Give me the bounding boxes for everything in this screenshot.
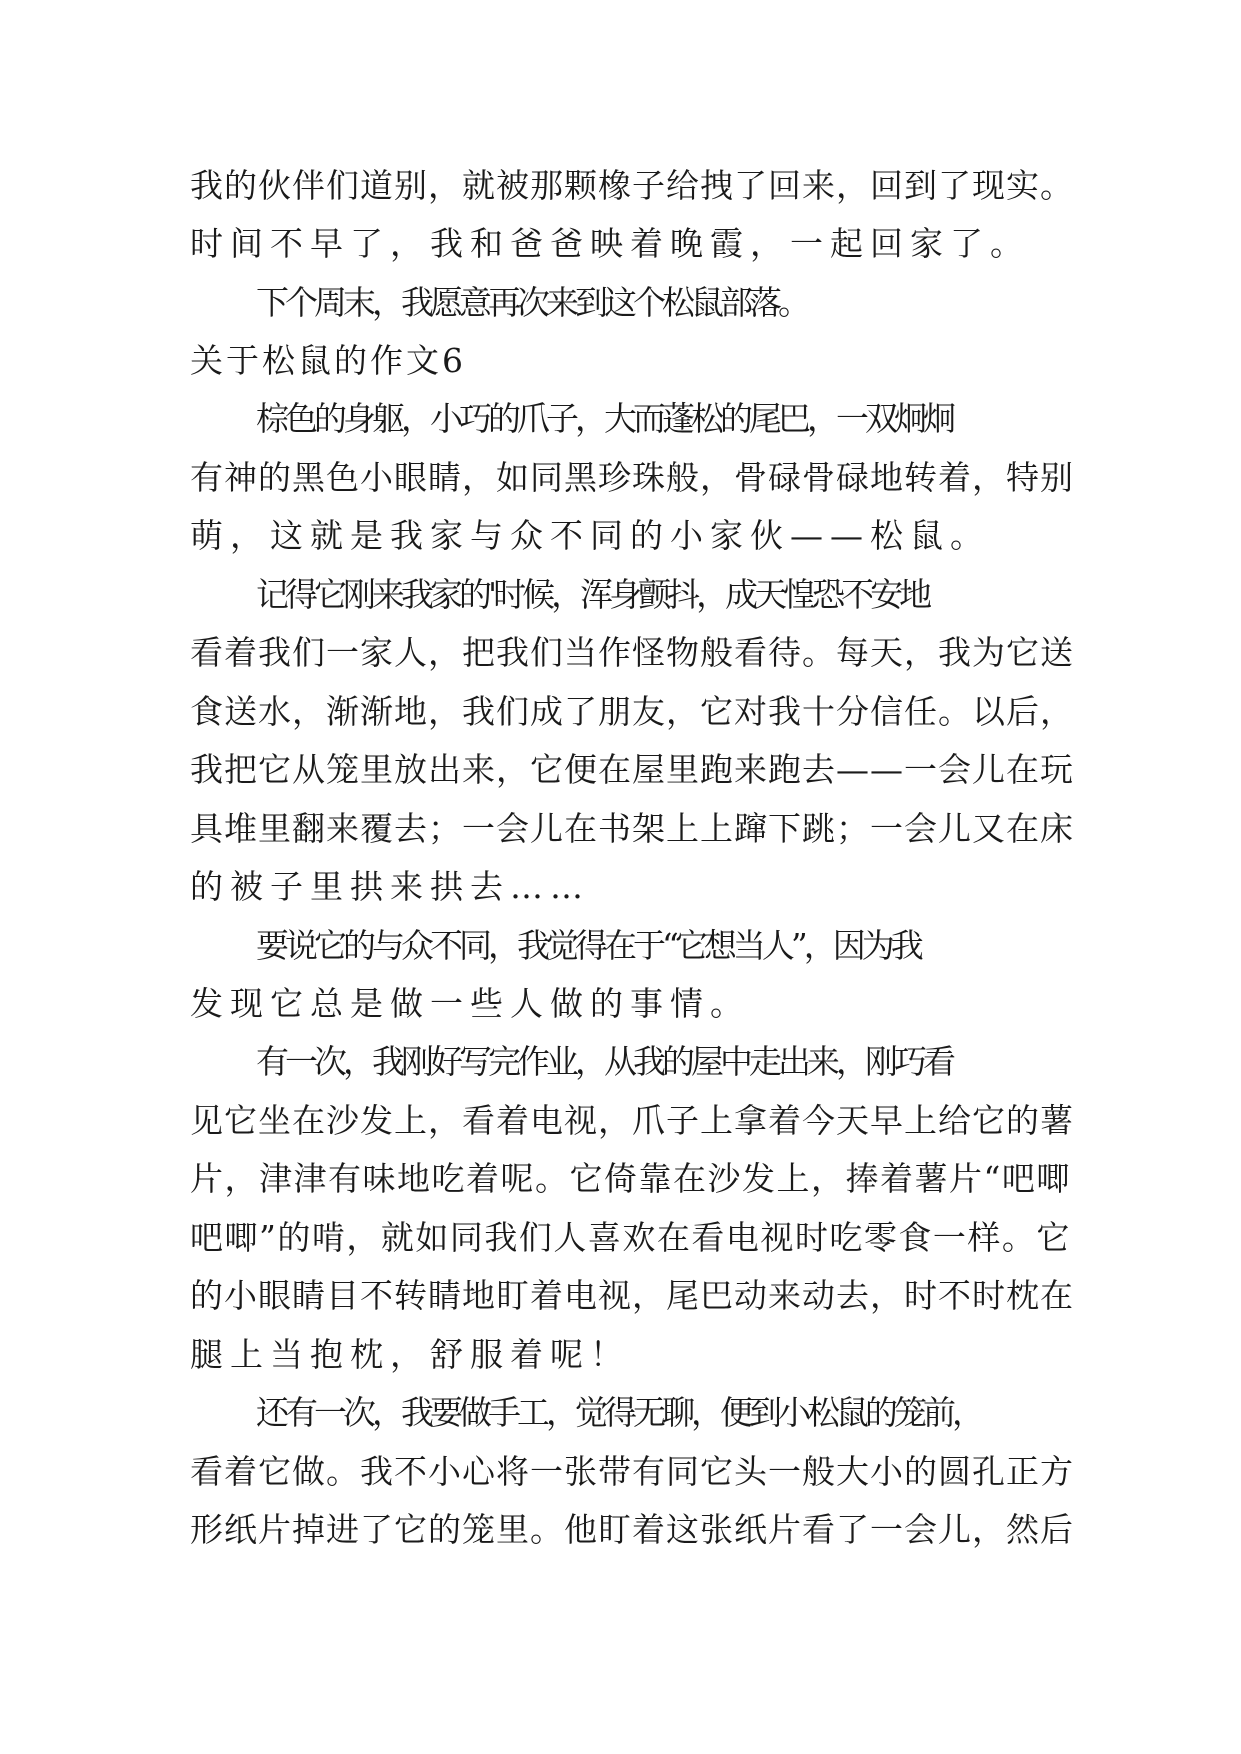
text-line: 棕色的身躯，小巧的爪子，大而蓬松的尾巴，一双炯炯 [256, 399, 952, 438]
text-line: 片，津津有味地吃着呢。它倚靠在沙发上，捧着薯片“吧唧 [190, 1159, 1071, 1198]
text-line: 的小眼睛目不转睛地盯着电视，尾巴动来动去，时不时枕在 [190, 1276, 1074, 1315]
text-line: 要说它的与众不同，我觉得在于“它想当人”，因为我 [256, 926, 920, 965]
text-line: 我把它从笼里放出来，它便在屋里跑来跑去——一会儿在玩 [190, 750, 1074, 789]
text-line: 吧唧”的啃，就如同我们人喜欢在看电视时吃零食一样。它 [190, 1218, 1071, 1257]
text-line: 食送水，渐渐地，我们成了朋友，它对我十分信任。以后， [190, 692, 1074, 731]
text-line: 萌，这就是我家与众不同的小家伙——松鼠。 [190, 516, 990, 555]
text-line: 还有一次，我要做手工，觉得无聊，便到小松鼠的笼前， [256, 1393, 981, 1432]
text-line: 的被子里拱来拱去…… [190, 867, 590, 906]
text-line: 有一次，我刚好写完作业，从我的屋中走出来，刚巧看 [256, 1042, 952, 1081]
text-line: 具堆里翻来覆去；一会儿在书架上上蹿下跳；一会儿又在床 [190, 809, 1074, 848]
section-heading: 关于松鼠的作文6 [190, 341, 466, 380]
text-line: 发现它总是做一些人做的事情。 [190, 984, 750, 1023]
text-line: 腿上当抱枕，舒服着呢！ [190, 1335, 630, 1374]
text-line: 下个周末，我愿意再次来到这个松鼠部落。 [256, 283, 807, 322]
text-line: 形纸片掉进了它的笼里。他盯着这张纸片看了一会儿，然后 [190, 1510, 1074, 1549]
text-line: 我的伙伴们道别，就被那颗橡子给拽了回来，回到了现实。 [190, 166, 1074, 205]
text-line: 有神的黑色小眼睛，如同黑珍珠般，骨碌骨碌地转着，特别 [190, 458, 1074, 497]
text-line: 记得它刚来我家的'时候，浑身颤抖，成天惶恐不安地 [256, 575, 929, 614]
text-line: 看着它做。我不小心将一张带有同它头一般大小的圆孔正方 [190, 1452, 1074, 1491]
text-line: 看着我们一家人，把我们当作怪物般看待。每天，我为它送 [190, 633, 1074, 672]
text-line: 见它坐在沙发上，看着电视，爪子上拿着今天早上给它的薯 [190, 1101, 1074, 1140]
text-line: 时间不早了，我和爸爸映着晚霞，一起回家了。 [190, 224, 1030, 263]
